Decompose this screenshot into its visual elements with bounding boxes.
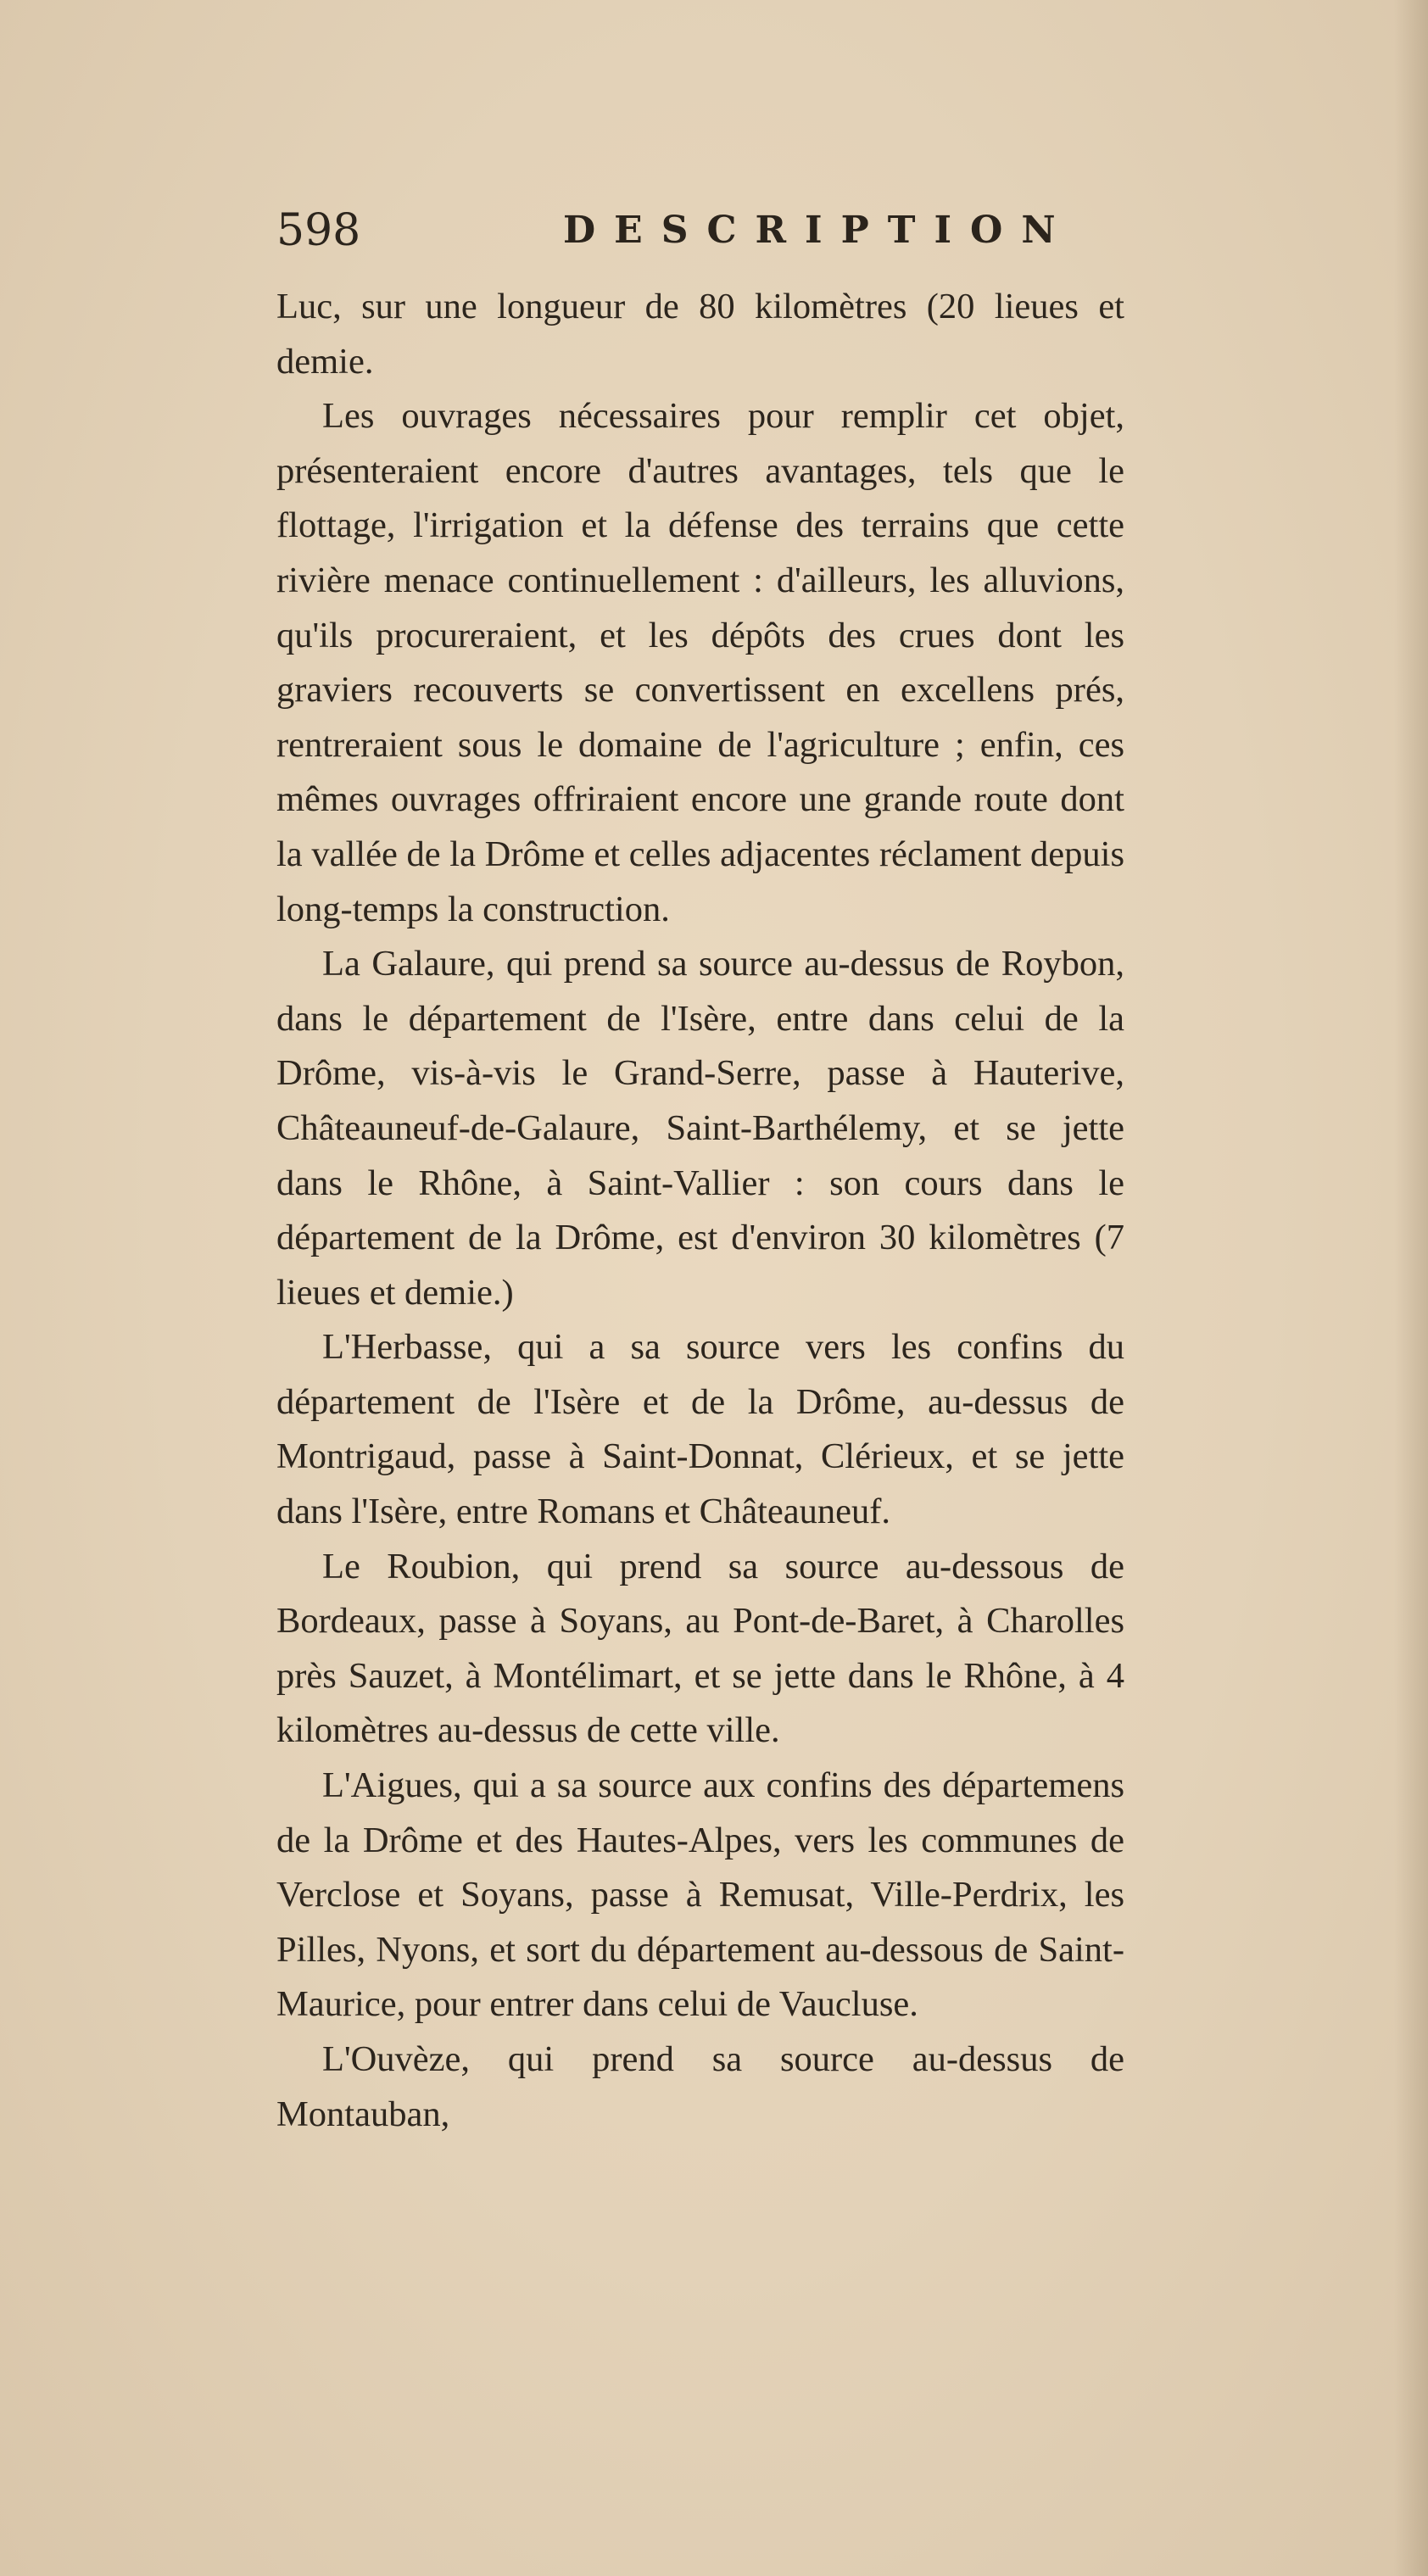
paragraph-galaure: La Galaure, qui prend sa source au-dessus de Roybon, dans le département de l'Isère, entre dans celui de la Drôme, vis-à-vis le Grand-Serre, passe à Hauterive, Châteauneuf-de-Galaure, Saint-Barthélemy, et se jette dans le Rhône, à Saint-Vallier : son cours dans le département de la Drôme, est d'environ 30 kilomètres (7 lieues et demie.) (276, 944, 1124, 1313)
paragraph-ouveze: L'Ouvèze, qui prend sa source au-dessus de Montauban, (276, 2039, 1124, 2134)
body-text (276, 280, 1124, 2142)
page-header (276, 197, 1124, 265)
paragraph-ouvrages: Les ouvrages nécessaires pour remplir cet objet, présenteraient encore d'autres avantages, tels que le flottage, l'irrigation et la défense des terrains que cette rivière menace continuellement : d'ailleurs, les alluvions, qu'ils procureraient, et les dépôts des crues dont les graviers recouverts se convertissent en excellens prés, rentreraient sous le domaine de l'agriculture ; enfin, ces mêmes ouvrages offriraient encore une grande route dont la vallée de la Drôme et celles adjacentes réclament depuis long-temps la construction. (276, 396, 1124, 929)
paragraph-continuation: Luc, sur une longueur de 80 kilomètres (20 lieues et demie. (276, 287, 1124, 382)
paragraph-roubion: Le Roubion, qui prend sa source au-dessous de Bordeaux, passe à Soyans, au Pont-de-Baret, à Charolles près Sauzet, à Montélimart, et se jette dans le Rhône, à 4 kilomètres au-dessus de cette ville. (276, 1546, 1124, 1751)
page-edge-shadow (1394, 0, 1428, 2576)
paragraph-aigues: L'Aigues, qui a sa source aux confins des départemens de la Drôme et des Hautes-Alpes, vers les communes de Verclose et Soyans, passe à Remusat, Ville-Perdrix, les Pilles, Nyons, et sort du département au-dessous de Saint-Maurice, pour entrer dans celui de Vaucluse. (276, 1765, 1124, 2025)
running-title: DESCRIPTION (563, 209, 1074, 252)
page-number: 598 (276, 205, 361, 256)
paragraph-herbasse: L'Herbasse, qui a sa source vers les confins du département de l'Isère et de la Drôme, au-dessus de Montrigaud, passe à Saint-Donnat, Clérieux, et se jette dans l'Isère, entre Romans et Châteauneuf. (276, 1327, 1124, 1532)
